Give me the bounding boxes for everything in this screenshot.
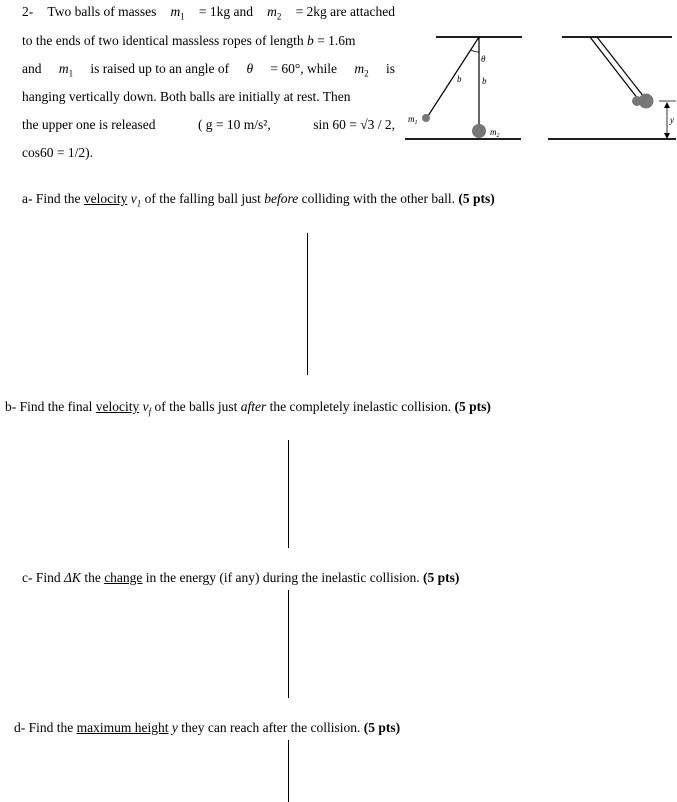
sub: 2 (496, 133, 500, 139)
points: (5 pts) (454, 399, 491, 414)
theta-arc (471, 50, 479, 52)
sub: 1 (68, 68, 74, 79)
text: in the energy (if any) during the inelastic collision. (145, 570, 420, 585)
ball-combined-m2 (639, 94, 654, 109)
text: is raised up to an angle of (90, 61, 230, 76)
text: a- Find the (22, 191, 81, 206)
rope-combined-b (597, 37, 644, 97)
text: colliding with the other ball. (301, 191, 455, 206)
text: = 1kg and (198, 4, 253, 19)
question-b (5, 399, 491, 417)
sub: 1 (136, 198, 142, 209)
rope-length-label-right: b (482, 76, 487, 86)
problem-number: 2- (22, 4, 34, 19)
text: c- Find (22, 570, 61, 585)
text: the upper one is released (22, 117, 156, 132)
var: m (170, 4, 181, 19)
rope-length-label-left: b (457, 74, 462, 84)
text: of the falling ball just (144, 191, 261, 206)
text: to the ends of two identical massless ropes of length (22, 33, 304, 48)
arrow-up-icon (664, 102, 670, 108)
underlined-term: maximum height (76, 720, 169, 735)
text: ( g = 10 m/s², (197, 117, 271, 132)
ball-m2 (472, 124, 486, 138)
theta-label: θ (481, 54, 486, 64)
var: m (490, 127, 497, 137)
var: m (267, 4, 277, 19)
pendulum-figure (0, 0, 677, 200)
m2-label (490, 127, 500, 139)
var: m (408, 114, 415, 124)
text: = 60°, while (270, 61, 338, 76)
sub: f (148, 406, 152, 417)
text: is (385, 61, 395, 76)
var: m (58, 61, 69, 76)
points: (5 pts) (458, 191, 495, 206)
question-c (22, 570, 459, 586)
sub: 1 (180, 11, 185, 22)
text: b- Find the final (5, 399, 93, 414)
points: (5 pts) (363, 720, 401, 735)
rope-m1 (428, 37, 479, 116)
text: the completely inelastic collision. (269, 399, 452, 414)
var: b (306, 33, 314, 48)
text: = 2kg are attached (295, 4, 395, 19)
text: d- Find the (14, 720, 74, 735)
rope-combined-a (590, 37, 638, 99)
text: and (22, 61, 42, 76)
var: m (354, 61, 365, 76)
var: v (142, 399, 149, 414)
sub: 1 (414, 120, 418, 126)
underlined-term: change (104, 570, 143, 585)
emphasis: after (240, 399, 267, 414)
sub: 2 (364, 68, 369, 79)
m1-label (408, 114, 418, 126)
underlined-term: velocity (95, 399, 140, 414)
ball-m1 (422, 114, 430, 122)
question-d (14, 720, 400, 736)
answer-divider-b (288, 440, 289, 548)
points: (5 pts) (422, 570, 460, 585)
text: they can reach after the collision. (181, 720, 361, 735)
text: sin 60 = √3 / 2, (313, 117, 395, 132)
text: of the balls just (154, 399, 238, 414)
height-y-label: y (670, 115, 674, 125)
var: θ (246, 61, 254, 76)
var: v (130, 191, 137, 206)
text: = 1.6m (317, 33, 356, 48)
underlined-term: velocity (83, 191, 128, 206)
problem-line-4: hanging vertically down. Both balls are initially at rest. Then (22, 89, 351, 104)
answer-divider-c (288, 590, 289, 698)
problem-line-6: cos60 = 1/2). (22, 145, 93, 160)
answer-divider-a (307, 233, 308, 375)
text: the (84, 570, 101, 585)
sub: 2 (276, 11, 282, 22)
var: y (171, 720, 178, 735)
answer-divider-d (288, 740, 289, 802)
delta-k: ΔK (64, 570, 81, 585)
text: Two balls of masses (47, 4, 157, 19)
question-a (22, 191, 495, 209)
emphasis: before (264, 191, 299, 206)
